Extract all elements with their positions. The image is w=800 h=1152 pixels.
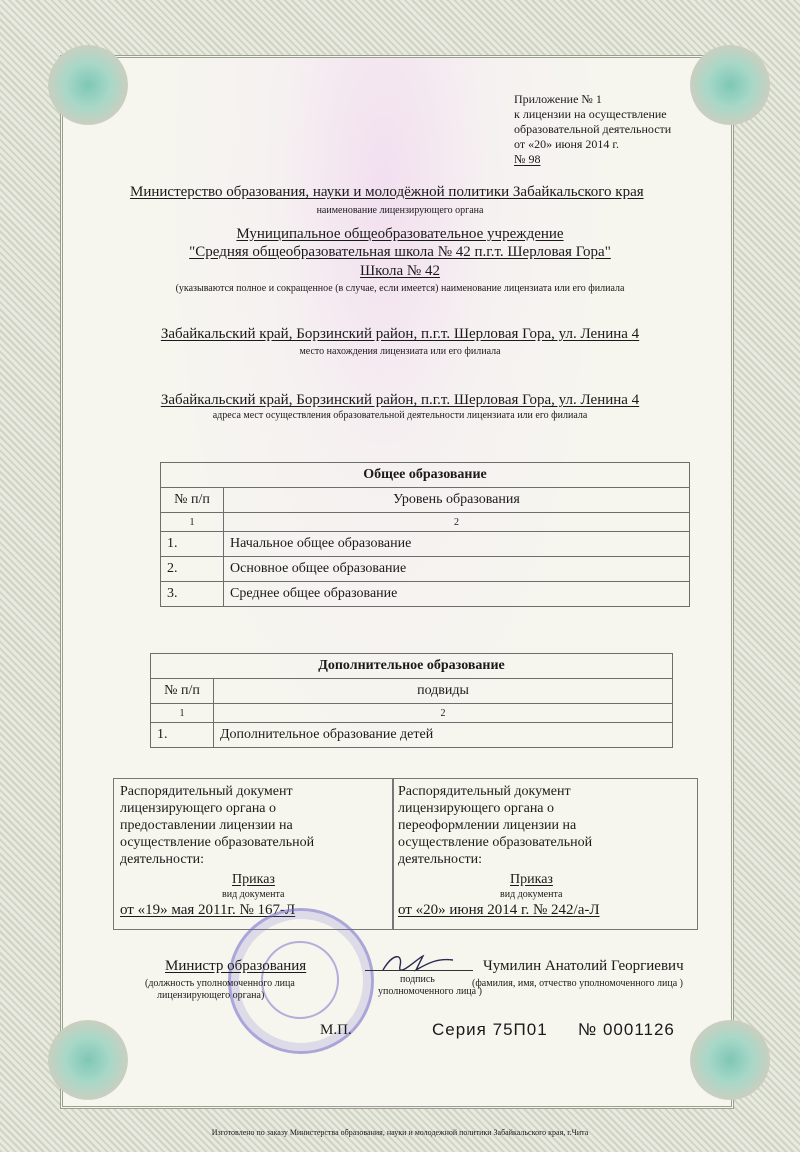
- signature-caption: уполномоченного лица ): [378, 986, 482, 997]
- issuer-name: Министерство образования, науки и молодёжной политики Забайкальского края: [130, 184, 644, 200]
- appendix-number: № 98: [514, 152, 541, 166]
- row-label: Среднее общее образование: [224, 582, 690, 607]
- column-header: № п/п: [161, 488, 224, 513]
- row-number: 3.: [161, 582, 224, 607]
- signer-position-caption: лицензирующего органа): [157, 990, 265, 1001]
- licensee-line1: Муниципальное общеобразовательное учреждение: [236, 226, 564, 242]
- appendix-line: к лицензии на осуществление: [514, 107, 667, 121]
- table-title: Общее образование: [161, 463, 690, 488]
- grant-document-text: [120, 783, 314, 868]
- table-row: [161, 557, 690, 582]
- signer-position-caption: (должность уполномоченного лица: [145, 978, 295, 989]
- grant-text-line: Распорядительный документ: [120, 784, 293, 799]
- appendix-line: Приложение № 1: [514, 92, 602, 106]
- reissue-text-line: осуществление образовательной: [398, 835, 593, 850]
- licensee-short-name: Школа № 42: [360, 263, 440, 279]
- signer-position: Министр образования: [165, 958, 307, 974]
- row-label: Начальное общее образование: [224, 532, 690, 557]
- appendix-line: образовательной деятельности: [514, 122, 672, 136]
- form-series: Серия 75П01: [432, 1020, 548, 1039]
- form-number: № 0001126: [578, 1020, 675, 1039]
- grant-document-type-caption: вид документа: [222, 889, 285, 900]
- column-header: № п/п: [151, 679, 214, 704]
- column-number: 2: [214, 704, 673, 723]
- row-number: 1.: [161, 532, 224, 557]
- column-number: 1: [151, 704, 214, 723]
- grant-text-line: деятельности:: [120, 852, 205, 867]
- printed-by-note: Изготовлено по заказу Министерства образования, науки и молодежной политики Забайкальского края, г.Чита: [211, 1128, 589, 1137]
- signature-line: [365, 970, 473, 971]
- grant-document-ref: от «19» мая 2011г. № 167-Л: [120, 902, 296, 918]
- column-number: 2: [224, 513, 690, 532]
- issuer-caption: наименование лицензирующего органа: [316, 205, 484, 216]
- general-education-table: [160, 462, 690, 607]
- row-label: Основное общее образование: [224, 557, 690, 582]
- reissue-text-line: переоформлении лицензии на: [398, 818, 577, 833]
- signer-name: Чумилин Анатолий Георгиевич: [483, 958, 684, 974]
- signature-caption: подпись: [400, 974, 435, 985]
- reissue-text-line: Распорядительный документ: [398, 784, 571, 799]
- row-number: 1.: [151, 723, 214, 748]
- table-row: [151, 723, 673, 748]
- location-caption: место нахождения лицензиата или его филиала: [299, 346, 501, 357]
- grant-text-line: предоставлении лицензии на: [120, 818, 293, 833]
- column-number: 1: [161, 513, 224, 532]
- column-header: подвиды: [214, 679, 673, 704]
- activity-address-caption: адреса мест осуществления образовательной деятельности лицензиата или его филиала: [212, 410, 588, 421]
- appendix-block: [514, 92, 671, 167]
- table-row: [161, 532, 690, 557]
- corner-ornament-icon: [690, 45, 770, 125]
- column-header: Уровень образования: [224, 488, 690, 513]
- reissue-text-line: деятельности:: [398, 852, 483, 867]
- reissue-document-type-caption: вид документа: [500, 889, 563, 900]
- appendix-date: от «20» июня 2014 г.: [514, 137, 619, 151]
- reissue-text-line: лицензирующего органа о: [398, 801, 555, 816]
- grant-document-type: Приказ: [232, 872, 275, 887]
- licensee-caption: (указываются полное и сокращенное (в случае, если имеется) наименование лицензиата или его филиала: [175, 283, 625, 294]
- seal-place-mark: М.П.: [320, 1022, 352, 1038]
- reissue-document-text: [398, 783, 592, 868]
- reissue-document-type: Приказ: [510, 872, 553, 887]
- grant-text-line: осуществление образовательной: [120, 835, 315, 850]
- corner-ornament-icon: [48, 1020, 128, 1100]
- signer-name-caption: (фамилия, имя, отчество уполномоченного лица ): [472, 978, 683, 989]
- additional-education-table: [150, 653, 673, 748]
- licensee-line2: "Средняя общеобразовательная школа № 42 п.г.т. Шерловая Гора": [189, 244, 611, 260]
- table-title: Дополнительное образование: [151, 654, 673, 679]
- corner-ornament-icon: [690, 1020, 770, 1100]
- activity-address: Забайкальский край, Борзинский район, п.г.т. Шерловая Гора, ул. Ленина 4: [160, 392, 640, 408]
- row-number: 2.: [161, 557, 224, 582]
- corner-ornament-icon: [48, 45, 128, 125]
- grant-text-line: лицензирующего органа о: [120, 801, 277, 816]
- table-row: [161, 582, 690, 607]
- row-label: Дополнительное образование детей: [214, 723, 673, 748]
- reissue-document-ref: от «20» июня 2014 г. № 242/а-Л: [398, 902, 600, 918]
- location-address: Забайкальский край, Борзинский район, п.г.т. Шерловая Гора, ул. Ленина 4: [160, 326, 640, 342]
